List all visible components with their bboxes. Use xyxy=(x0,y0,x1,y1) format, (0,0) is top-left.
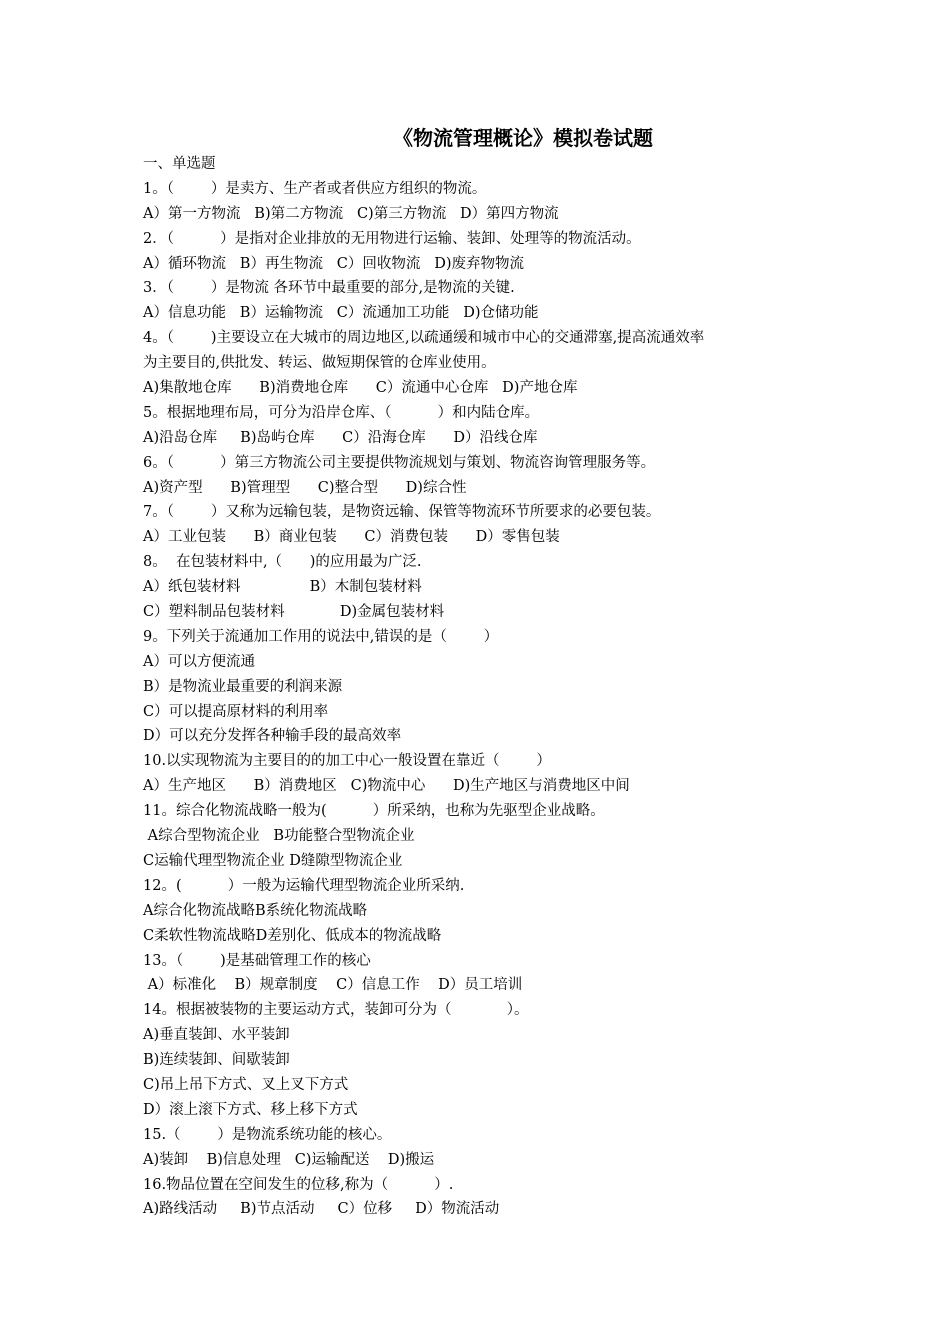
document-line: 4。（ )主要设立在大城市的周边地区,以疏通缓和城市中心的交通滞塞,提高流通效率 xyxy=(143,330,705,347)
document-line: A）第一方物流 B)第二方物流 C)第三方物流 D）第四方物流 xyxy=(143,205,559,222)
document-line: A）工业包装 B）商业包装 C）消费包装 D）零售包装 xyxy=(143,529,560,546)
document-line: C）可以提高原材料的利用率 xyxy=(143,703,329,720)
document-line: A综合化物流战略B系统化物流战略 xyxy=(143,902,368,919)
section-heading: 一、单选题 xyxy=(143,156,216,172)
document-line: A)路线活动 B)节点活动 C）位移 D）物流活动 xyxy=(143,1201,500,1218)
document-line: 10.以实现物流为主要目的的加工中心一般设置在靠近（ ） xyxy=(143,753,551,770)
document-line: D）可以充分发挥各种输手段的最高效率 xyxy=(143,728,402,745)
document-line: 6。（ ）第三方物流公司主要提供物流规划与策划、物流咨询管理服务等。 xyxy=(143,454,656,471)
document-line: 14。根据被装物的主要运动方式，装卸可分为（ ）。 xyxy=(143,1002,529,1019)
document-line: 2．（ ）是指对企业排放的无用物进行运输、装卸、处理等的物流活动。 xyxy=(143,230,641,247)
document-line: A)沿岛仓库 B)岛屿仓库 C）沿海仓库 D）沿线仓库 xyxy=(143,429,538,446)
document-line: 8。 在包装材料中,（ )的应用最为广泛. xyxy=(143,554,422,571)
document-line: 13。（ )是基础管理工作的核心 xyxy=(143,952,371,969)
document-line: A综合型物流企业 B功能整合型物流企业 xyxy=(143,828,415,845)
document-line: 12。( ）一般为运输代理型物流企业所采纳. xyxy=(143,877,465,894)
document-line: 1。（ ）是卖方、生产者或者供应方组织的物流。 xyxy=(143,180,487,197)
document-line: 7。（ ）又称为远输包装，是物资远输、保管等物流环节所要求的必要包装。 xyxy=(143,504,661,521)
document-line: A)集散地仓库 B)消费地仓库 C）流通中心仓库 D)产地仓库 xyxy=(143,380,578,397)
document-line: 9。下列关于流通加工作用的说法中,错误的是（ ） xyxy=(143,628,499,645)
document-line: C柔软性物流战略D差别化、低成本的物流战略 xyxy=(143,927,442,944)
document-line: C运输代理型物流企业 D缝隙型物流企业 xyxy=(143,852,403,869)
document-page xyxy=(143,124,843,1222)
document-title: 《物流管理概论》模拟卷试题 xyxy=(393,126,653,150)
document-line: B)连续装卸、间歇装卸 xyxy=(143,1052,290,1069)
document-line: 11。综合化物流战略一般为( ）所采纳，也称为先驱型企业战略。 xyxy=(143,803,605,820)
question-list xyxy=(143,177,843,1222)
document-line: B）是物流业最重要的利润来源 xyxy=(143,678,343,695)
document-line: 16.物品位置在空间发生的位移,称为（ ）. xyxy=(143,1176,454,1193)
document-line: D）滚上滚下方式、移上移下方式 xyxy=(143,1101,358,1118)
document-line: C）塑料制品包装材料 D)金属包装材料 xyxy=(143,604,445,621)
document-line: A）可以方便流通 xyxy=(143,653,255,670)
document-line: 3．（ ）是物流 各环节中最重要的部分,是物流的关键. xyxy=(143,280,515,297)
document-line: A）标准化 B）规章制度 C）信息工作 D）员工培训 xyxy=(143,977,523,994)
document-line: A）纸包装材料 B）木制包装材料 xyxy=(143,579,422,596)
document-line: A）信息功能 B）运输物流 C）流通加工功能 D)仓储功能 xyxy=(143,305,539,322)
document-line: 5。根据地理布局，可分为沿岸仓库、（ ）和内陆仓库。 xyxy=(143,404,540,421)
document-line: A)资产型 B)管理型 C)整合型 D)综合性 xyxy=(143,479,467,496)
document-line: A）循环物流 B）再生物流 C）回收物流 D)废弃物物流 xyxy=(143,255,524,272)
document-line: A)装卸 B)信息处理 C)运输配送 D)搬运 xyxy=(143,1151,435,1168)
document-line: A）生产地区 B）消费地区 C)物流中心 D)生产地区与消费地区中间 xyxy=(143,778,630,795)
document-line: 为主要目的,供批发、转运、做短期保管的仓库业使用。 xyxy=(143,355,496,372)
document-line: 15.（ ）是物流系统功能的核心。 xyxy=(143,1126,392,1143)
document-line: A)垂直装卸、水平装卸 xyxy=(143,1027,290,1044)
document-line: C)吊上吊下方式、叉上叉下方式 xyxy=(143,1076,349,1093)
